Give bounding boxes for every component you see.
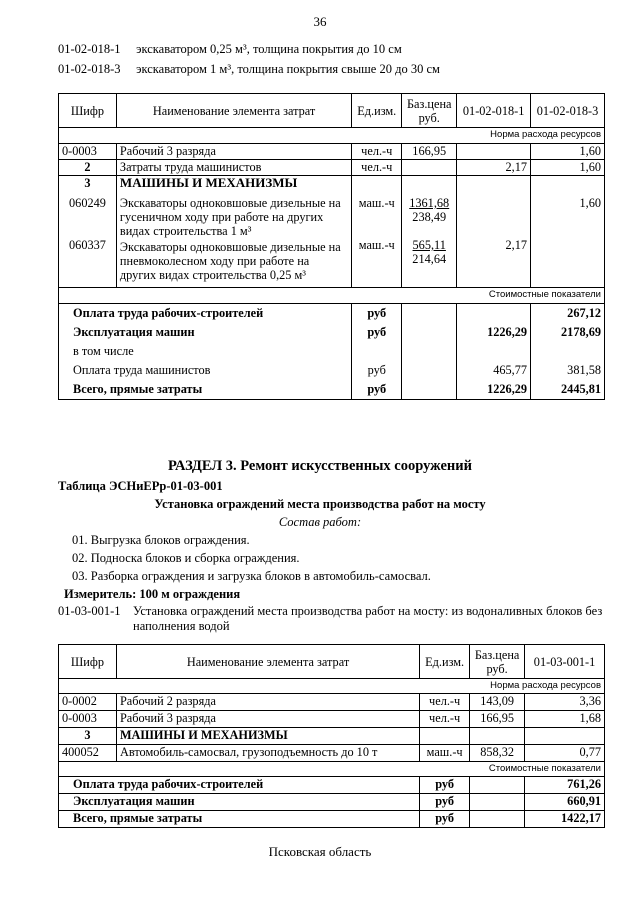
summary-value: 381,58 [567, 363, 601, 377]
section-title: РАЗДЕЛ 3. Ремонт искусственных сооружений [167, 458, 472, 474]
cell-value: 2,17 [505, 238, 528, 252]
cell-name: Рабочий 3 разряда [116, 711, 419, 728]
cell-name: МАШИНЫ И МЕХАНИЗМЫ [116, 728, 419, 745]
summary-value: 660,91 [525, 794, 605, 811]
col-header: 01-03-001-1 [525, 645, 605, 679]
summary-values-2 [531, 304, 605, 400]
cell-value: 2,17 [457, 160, 531, 176]
table-subtitle: Установка ограждений места производства работ на мосту [154, 497, 486, 511]
header-text: экскаватором 1 м³, толщина покрытия свыше 20 до 30 см [136, 62, 440, 76]
summary-price-empty [470, 794, 525, 811]
cell-code: 3 [84, 176, 91, 190]
work-item: 01. Выгрузка блоков ограждения. [72, 533, 250, 547]
summary-row [59, 777, 605, 794]
cell-price: 1361,68 [409, 196, 450, 210]
cell-price: 858,32 [470, 745, 525, 762]
cell-name: Автомобиль-самосвал, грузоподъемность до 10 т [116, 745, 419, 762]
cell-value [525, 728, 605, 745]
cell-unit: чел.-ч [420, 711, 470, 728]
cell-price: 238,49 [412, 210, 447, 224]
cell-price: 214,64 [412, 252, 447, 266]
cell-price: 166,95 [470, 711, 525, 728]
cell-value: 3,36 [525, 694, 605, 711]
cell-unit: чел.-ч [352, 144, 402, 160]
cell-unit: чел.-ч [352, 160, 402, 176]
cell-value-group [457, 176, 531, 288]
summary-block [59, 304, 605, 400]
cell-unit: чел.-ч [420, 694, 470, 711]
cell-code: 0-0002 [59, 694, 117, 711]
cell-code: 3 [59, 728, 117, 745]
summary-name: Оплата труда рабочих-строителей [59, 777, 420, 794]
cell-code: 0-0003 [59, 711, 117, 728]
cell-name: Рабочий 3 разряда [116, 144, 351, 160]
cost-label: Стоимостные показатели [59, 288, 605, 304]
work-item: 02. Подноска блоков и сборка ограждения. [72, 551, 300, 565]
cost-label: Стоимостные показатели [59, 762, 605, 777]
header-line [58, 42, 402, 57]
summary-unit: руб [367, 306, 387, 320]
header-line [58, 62, 440, 77]
table-row [59, 745, 605, 762]
resource-table-2 [58, 644, 605, 828]
col-header: Шифр [59, 94, 117, 128]
summary-unit: руб [420, 777, 470, 794]
cell-name: МАШИНЫ И МЕХАНИЗМЫ [119, 175, 298, 190]
summary-value: 267,12 [567, 306, 601, 320]
work-composition-label: Состав работ: [278, 515, 362, 529]
summary-values-1 [457, 304, 531, 400]
norm-label: Норма расхода ресурсов [59, 679, 605, 694]
summary-name: Всего, прямые затраты [59, 811, 420, 828]
cell-code: 2 [59, 160, 117, 176]
item-text: Установка ограждений места производства работ на мосту: из водоналивных блоков без наполнения водой [133, 604, 603, 633]
summary-name: в том числе [73, 344, 134, 358]
cell-price-group [402, 176, 457, 288]
measure-unit: Измеритель: 100 м ограждения [64, 587, 241, 601]
page-number: 36 [313, 14, 327, 29]
norm-label: Норма расхода ресурсов [59, 128, 605, 144]
cell-price: 143,09 [470, 694, 525, 711]
summary-unit: руб [367, 363, 386, 377]
cell-value [457, 144, 531, 160]
summary-price-empty [470, 777, 525, 794]
col-header: Баз.цена руб. [470, 645, 525, 679]
cell-value: 1,60 [579, 196, 601, 210]
cell-unit: маш.-ч [358, 238, 395, 252]
cell-value: 0,77 [525, 745, 605, 762]
summary-value [460, 342, 527, 361]
cell-name-group [116, 176, 351, 288]
summary-value: 761,26 [525, 777, 605, 794]
cell-value: 1,68 [525, 711, 605, 728]
summary-price-empty [402, 304, 457, 400]
table-row-machines [59, 176, 605, 288]
col-header: Шифр [59, 645, 117, 679]
cell-name: Экскаваторы одноковшовые дизельные на пневмоколесном ходу при работе на других видах строительства 0,25 м³ [119, 240, 341, 282]
summary-units [352, 304, 402, 400]
summary-price-empty [470, 811, 525, 828]
work-item: 03. Разборка ограждения и загрузка блоков в автомобиль-самосвал. [72, 569, 431, 583]
table-label: Таблица ЭСНиЕРр-01-03-001 [58, 479, 223, 493]
summary-unit: руб [420, 794, 470, 811]
cell-code: 0-0003 [59, 144, 117, 160]
summary-name: Эксплуатация машин [59, 794, 420, 811]
summary-name: Оплата труда рабочих-строителей [73, 306, 264, 320]
header-code: 01-02-018-3 [58, 62, 121, 76]
cell-unit-group [352, 176, 402, 288]
summary-name: Оплата труда машинистов [73, 363, 211, 377]
col-header: Наименование элемента затрат [116, 645, 419, 679]
header-text: экскаватором 0,25 м³, толщина покрытия до 10 см [136, 42, 402, 56]
summary-row [59, 811, 605, 828]
summary-value: 2445,81 [561, 382, 601, 396]
cell-value-group [531, 176, 605, 288]
cell-value: 1,60 [531, 160, 605, 176]
table-row [59, 144, 605, 160]
summary-value [534, 342, 601, 361]
footer-region: Псковская область [268, 844, 372, 859]
cell-code: 060337 [69, 238, 106, 252]
cell-price: 565,11 [412, 238, 446, 252]
cell-code-group [59, 176, 117, 288]
header-code: 01-02-018-1 [58, 42, 121, 56]
cell-unit: маш.-ч [358, 196, 395, 210]
summary-value: 1226,29 [487, 382, 528, 396]
summary-name: Всего, прямые затраты [73, 382, 203, 396]
cell-name: Затраты труда машинистов [116, 160, 351, 176]
cell-name: Рабочий 2 разряда [116, 694, 419, 711]
summary-unit: руб [367, 325, 387, 339]
cell-price [470, 728, 525, 745]
resource-table-1 [58, 93, 605, 400]
summary-value: 465,77 [493, 363, 528, 377]
table-row [59, 728, 605, 745]
summary-value: 1226,29 [487, 325, 528, 339]
summary-name: Эксплуатация машин [73, 325, 195, 339]
cell-price: 166,95 [402, 144, 457, 160]
cell-code: 400052 [59, 745, 117, 762]
table-row [59, 160, 605, 176]
col-header: Ед.изм. [420, 645, 470, 679]
summary-unit [355, 342, 398, 361]
cell-code: 060249 [69, 196, 106, 210]
cell-name: Экскаваторы одноковшовые дизельные на гусеничном ходу при работе на других видах строительства 1 м³ [119, 196, 341, 238]
col-header: Ед.изм. [352, 94, 402, 128]
col-header: Баз.цена руб. [402, 94, 457, 128]
col-header: Наименование элемента затрат [116, 94, 351, 128]
cell-unit: маш.-ч [420, 745, 470, 762]
summary-unit: руб [367, 382, 387, 396]
cell-price [402, 160, 457, 176]
table-row [59, 694, 605, 711]
table-row [59, 711, 605, 728]
summary-value: 1422,17 [525, 811, 605, 828]
col-header: 01-02-018-3 [531, 94, 605, 128]
summary-row [59, 794, 605, 811]
cell-value: 1,60 [531, 144, 605, 160]
summary-value: 2178,69 [561, 325, 601, 339]
col-header: 01-02-018-1 [457, 94, 531, 128]
summary-names [59, 304, 352, 400]
cell-unit [420, 728, 470, 745]
item-code: 01-03-001-1 [58, 604, 121, 618]
summary-unit: руб [420, 811, 470, 828]
summary-value [460, 304, 527, 323]
